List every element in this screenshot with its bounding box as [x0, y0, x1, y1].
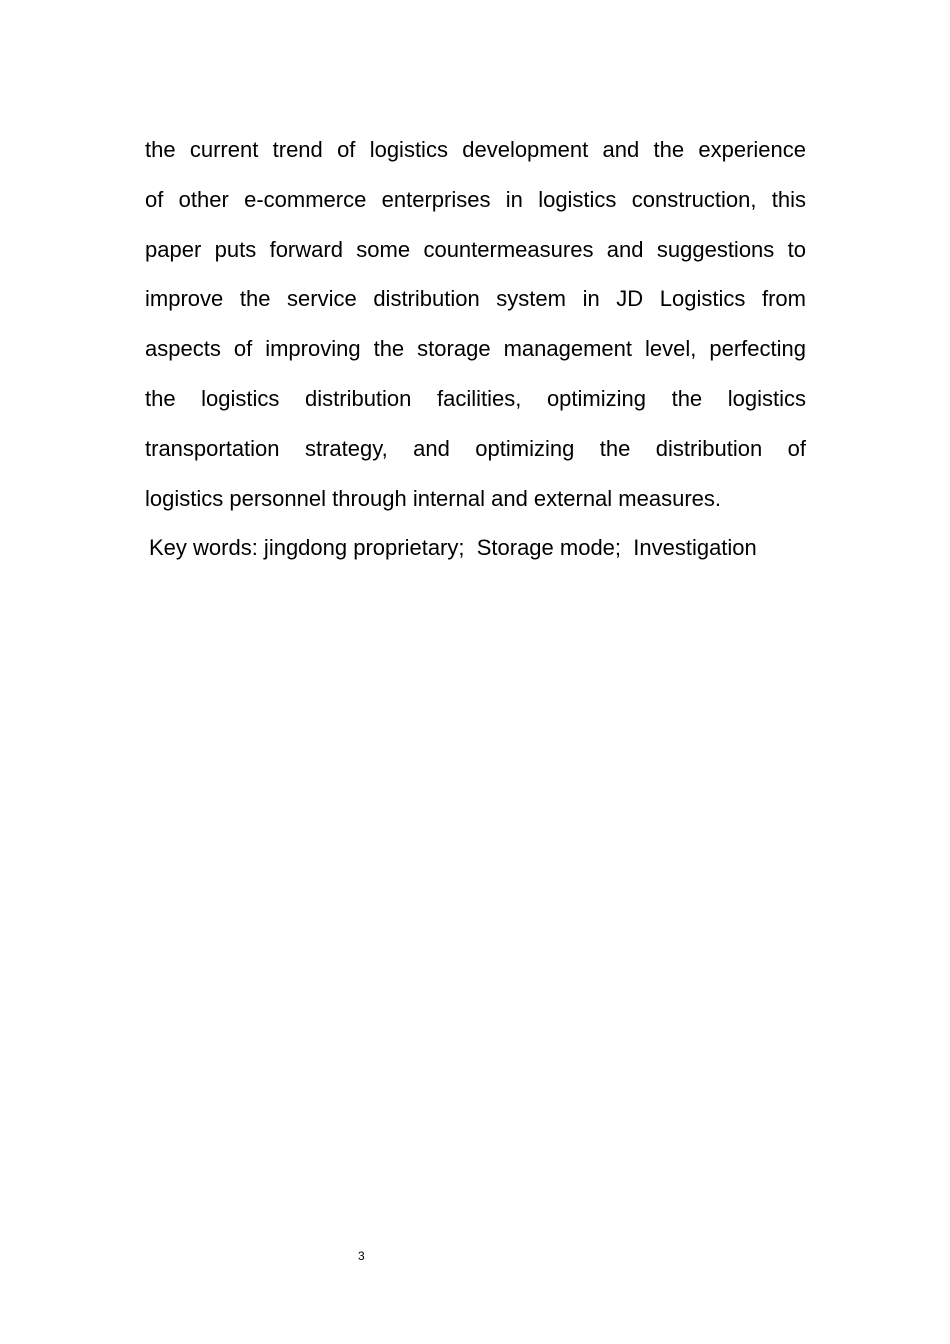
paragraph-line: the logistics distribution facilities, optimizing the logistics [145, 385, 806, 411]
paragraph-line: the current trend of logistics development and the experience [145, 137, 806, 162]
abstract-paragraph [145, 131, 806, 529]
paragraph-line: improve the service distribution system in JD Logistics from [145, 286, 806, 312]
paragraph-line: aspects of improving the storage management level, perfecting [145, 336, 806, 362]
page-number: 3 [358, 1249, 365, 1263]
keywords-line: Key words: jingdong proprietary; Storage mode; Investigation [149, 535, 757, 560]
paragraph-line: paper puts forward some countermeasures and suggestions to [145, 236, 806, 262]
paragraph-line: transportation strategy, and optimizing the distribution of [145, 435, 806, 461]
paragraph-line: of other e-commerce enterprises in logistics construction, this [145, 186, 806, 212]
paragraph-line: logistics personnel through internal and external measures. [145, 485, 721, 511]
